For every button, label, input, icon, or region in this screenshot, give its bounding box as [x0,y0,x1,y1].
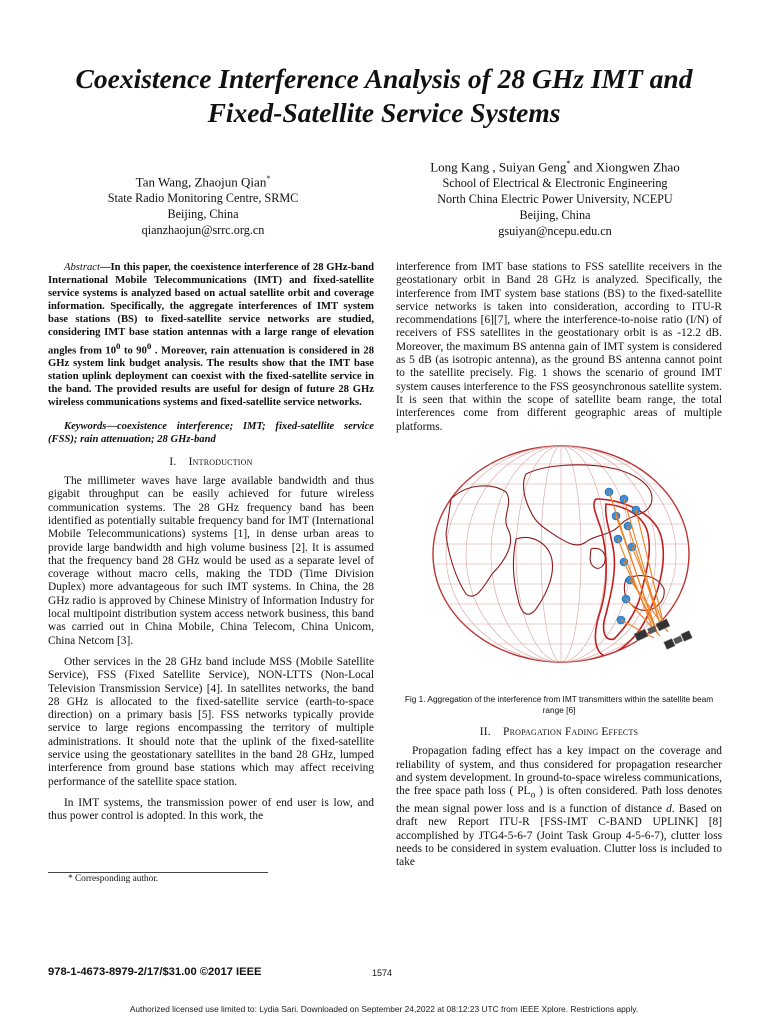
author-org-left: State Radio Monitoring Centre, SRMC [107,191,299,206]
author-city-right: Beijing, China [519,208,591,223]
author-names-right-end: and Xiongwen Zhao [570,159,680,175]
intro-paragraph-3: In IMT systems, the transmission power of end user is low, and thus power control is adopted. In this work, the [48,796,374,823]
left-column [48,261,374,831]
paper-title: Coexistence Interference Analysis of 28 GHz IMT and Fixed-Satellite Service Systems [75,63,693,128]
author-names-right: Long Kang , Suiyan Geng [430,159,567,175]
figure-caption: Fig 1. Aggregation of the interference from IMT transmitters within the satellite beam range [6] [404,694,714,716]
figure-1 [396,444,722,716]
section-2-text-a: Propagation fading effect has a key impact on the coverage and reliability of system, and thus considered for propagation researcher and system development. In ground-to-space wireless communications, the free space path loss ( PL [396,745,722,798]
footnote [48,872,268,884]
license-notice: Authorized licensed use limited to: Lydia Sari. Downloaded on September 24,2022 at 08:12:23 UTC from IEEE Xplore. Restrictions apply. [129,1004,639,1014]
keywords-text: coexistence interference; IMT; fixed-satellite service (FSS); rain attenuation; 28 GHz-band [48,420,374,445]
right-column [396,261,722,877]
author-block-right [400,156,710,239]
right-column-paragraph-1: interference from IMT base stations to FSS satellite receivers in the geostationary orbit in Band 28 GHz is analyzed. Specifically, the interference from IMT system base stations (BS) to the fixed-satellite service networks is taken into consideration, according to ITU-R recommendations [6][7], where the interference-to-noise ratio (I/N) of receivers of FSS satellites in the geostationary orbit is as -12.2 dB. Moreover, the maximum BS antenna gain of IMT system is considered as 5 dB (as isotropic antenna), as the ground BS antenna cannot point to the satellite precisely. Fig. 1 shows the scenario of ground IMT system causes interference to the FSS geosynchronous satellite system. It is seen that within the scope of satellite beam range, the total interferences come from different geographic areas of multiple platforms. [396,261,722,433]
section-1-number: I. [169,455,177,468]
section-2-paragraph [396,745,722,869]
path-loss-subscript: o [530,790,536,801]
section-2-heading [396,726,722,739]
abstract [48,261,374,410]
author-city-left: Beijing, China [167,207,239,222]
section-2-text-c: . Based on draft new Report ITU-R [FSS-IMT C-BAND UPLINK] [8] accomplished by JTG4-5-6-7 (Joint Task Group 4-5-6-7), clutter loss needs to be considered in system evaluation. Clutter loss is included to take [396,802,722,869]
keywords-label: Keywords— [64,420,117,432]
author-email-left: qianzhaojun@srrc.org.cn [141,223,265,238]
corresponding-mark: * [566,159,571,168]
author-org-right: North China Electric Power University, NCEPU [437,192,673,207]
degree-sup: 0 [116,340,121,351]
degree-sup: 0 [146,340,152,351]
footnote-text: Corresponding author. [72,874,159,884]
section-2-number: II. [479,726,491,739]
section-1-heading [48,456,374,469]
keywords [48,420,374,446]
section-2-title: Propagation Fading Effects [503,726,639,739]
satellite-icon [664,630,693,649]
page-number: 1574 [372,968,393,978]
footer-isbn: 978-1-4673-8979-2/17/$31.00 ©2017 IEEE [48,966,262,978]
world-map-icon [396,444,722,684]
author-names-left: Tan Wang, Zhaojun Qian [135,174,267,190]
section-2-text-b: ) is often considered. Path loss denotes the mean signal power loss and is a function of distance [396,785,722,815]
distance-variable: d [666,802,672,815]
intro-paragraph-2: Other services in the 28 GHz band include MSS (Mobile Satellite Service), FSS (Fixed Satellite Service), NON-LTTS (Non-Local Television Transmission Service) [4]. In satellites networks, the band 28 GHz is allocated to the fixed-satellite service (earth-to-space direction) on a primary basis [5]. FSS networks typically provide service to large regions encompassing the territory of multiple administrations. It should note that the uplink of the fixed-satellite service using the geostationary satellites in the band 28 GHz, lumped interference from ground base stations which may affect receiving performance of the satellite space station. [48,655,374,788]
section-1-title: Introduction [188,455,253,468]
abstract-text-c: . Moreover, rain attenuation is considered in 28 GHz system link budget analysis. The results show that the IMT base station uplink deployment can coexist with the fixed-satellite service in the band. The provided results are useful for design of future 28 GHz wireless communications systems and fixed-satellite service networks. [48,345,374,409]
abstract-dash: — [99,262,111,273]
abstract-label: Abstract [64,262,100,273]
author-dept-right: School of Electrical & Electronic Engineering [442,176,668,191]
author-block-left [78,171,328,238]
intro-paragraph-1: The millimeter waves have large available bandwidth and thus gigabit throughput can be easily achieved for future wireless communication systems. The 28 GHz frequency band has been identified as potentially suitable frequency band for IMT (International Mobile Telecommunications) systems [1], in dense urban areas to provide large bandwidth and high volume business [2]. It is assumed that the frequency band 28 GHz would be used as a separate level of coverage without macro cells, making the TDD (Time Division Duplex) more advantageous for such IMT systems. In China, the 28 GHz radio is approved by Chinese Ministry of Information Industry for local multipoint distribution system access network business, this band was carried out in China Mobile, China Telecom, China Unicom, China Netcom [3]. [48,475,374,647]
author-email-right: gsuiyan@ncepu.edu.cn [498,224,612,239]
abstract-text-b: to 90 [120,345,147,357]
corresponding-mark: * [266,174,271,183]
footnote-mark: * [68,874,73,884]
abstract-text-a: In this paper, the coexistence interference of 28 GHz-band International Mobile Telecommunications (IMT) and fixed-satellite service systems is analyzed based on actual satellite orbit and coverage information. Specifically, the aggregate interferences of IMT system base stations (BS) to fixed-satellite service networks are studied, considering IMT base station antennas with a large range of elevation angles from 10 [48,262,374,357]
